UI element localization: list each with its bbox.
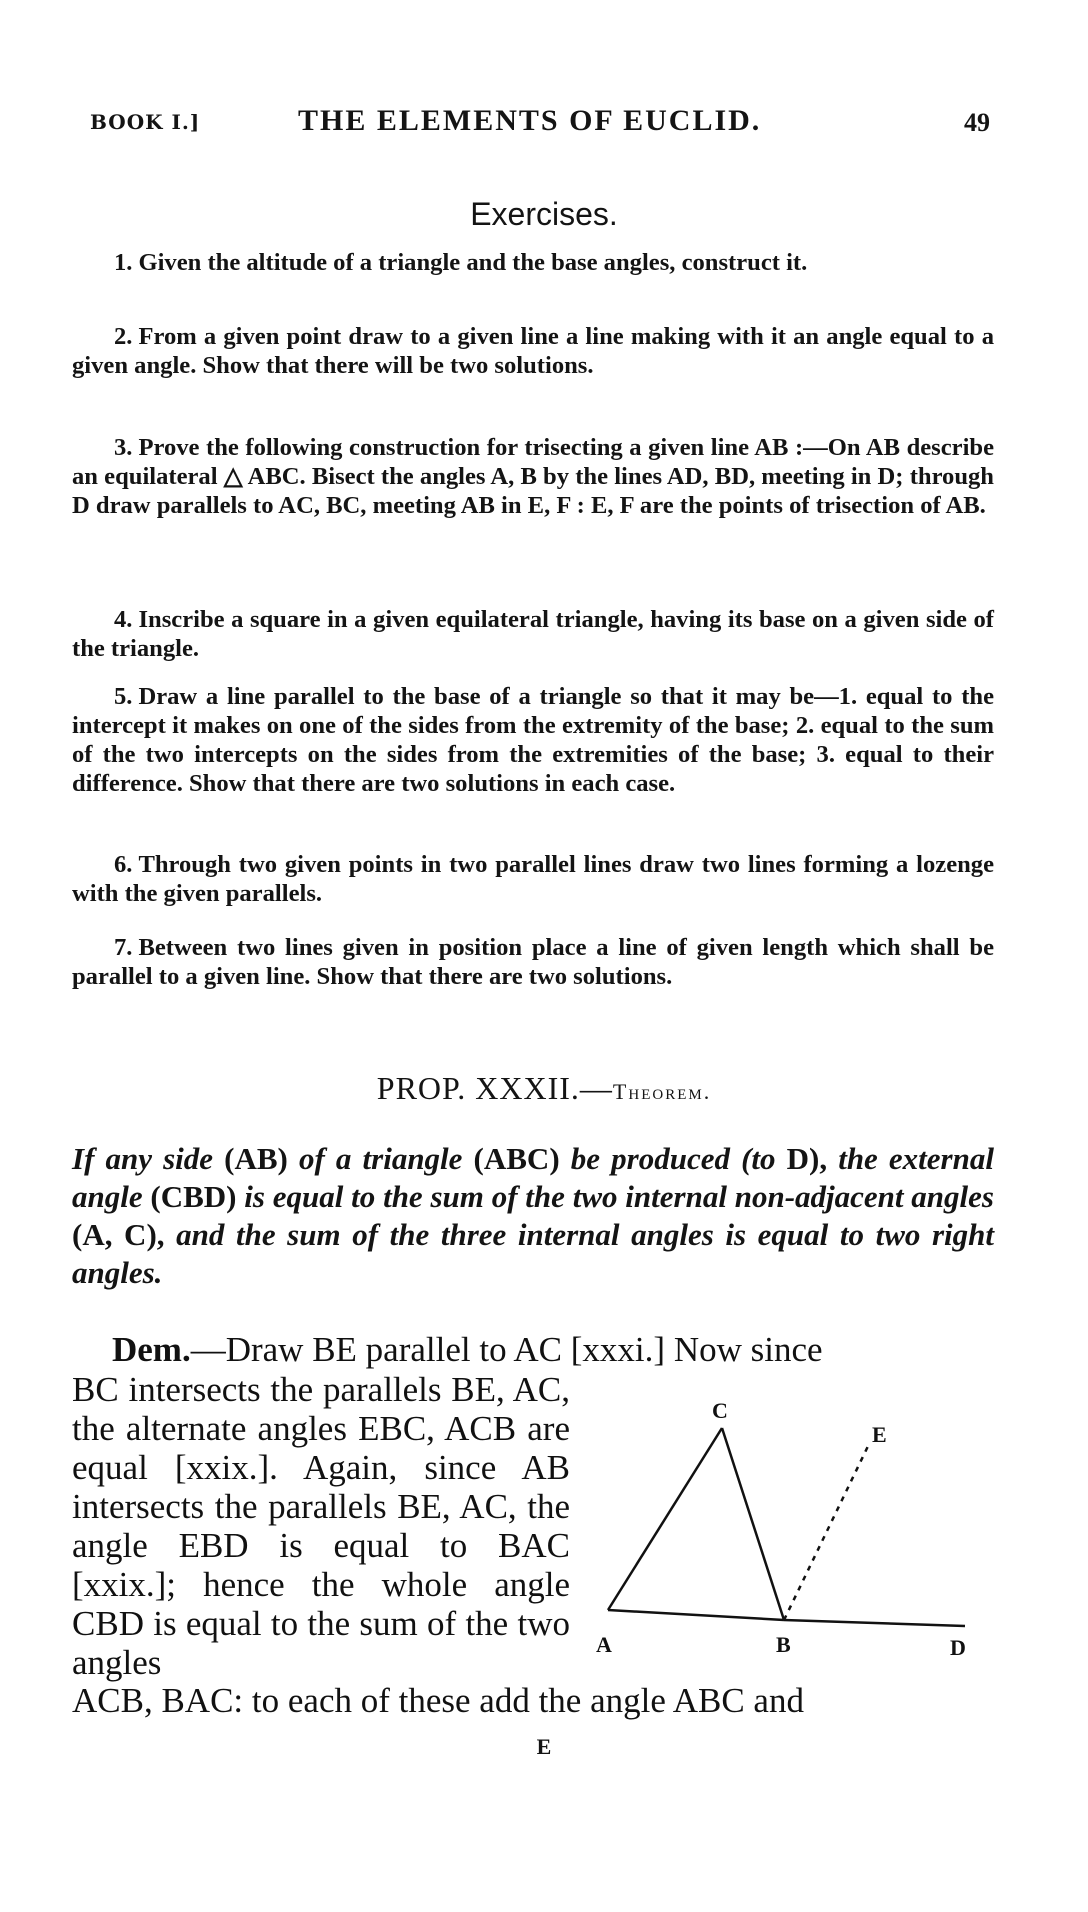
demonstration-column: BC intersects the parallels BE, AC, the alternate angles EBC, ACB are equal [xxix.]. Again, since AB intersects the parallels BE, AC, the angle EBD is equal to BAC [xxix.]; hence the whole angle CBD is equal to the sum of the two angles bbox=[72, 1370, 570, 1682]
demonstration-lead: Dem. bbox=[112, 1330, 191, 1369]
page-number: 49 bbox=[964, 108, 990, 137]
exercise-text: Draw a line parallel to the base of a triangle so that it may be—1. equal to the intercept it makes on one of the sides from the extremity of the base; 2. equal to the sum of the two intercepts on the sides from the extremities of the base; 3. equal to their difference. Show that there are two solutions in each case. bbox=[72, 683, 994, 797]
exercise-number: 1. bbox=[114, 249, 133, 276]
line-BE-dashed bbox=[784, 1442, 870, 1620]
exercise-5 bbox=[72, 682, 994, 798]
signature-mark: E bbox=[536, 1734, 552, 1759]
enunciation-segment: is equal to the sum of the two internal non-adjacent angles bbox=[236, 1179, 994, 1214]
proposition-title bbox=[0, 1070, 1088, 1107]
exercise-6 bbox=[72, 850, 994, 908]
proposition-kind: Theorem. bbox=[612, 1079, 712, 1104]
enunciation-segment: of a triangle bbox=[287, 1141, 474, 1176]
label-A: A bbox=[596, 1632, 612, 1657]
label-E: E bbox=[872, 1422, 887, 1447]
demonstration-last-line: ACB, BAC: to each of these add the angle ABC and bbox=[72, 1681, 804, 1720]
demonstration-first-line bbox=[112, 1330, 992, 1369]
label-D: D bbox=[950, 1635, 966, 1660]
exercise-3 bbox=[72, 433, 994, 520]
book-label: BOOK I.] bbox=[90, 110, 201, 134]
exercise-text: Through two given points in two parallel lines draw two lines forming a lozenge with the given parallels. bbox=[72, 851, 994, 907]
line-AC bbox=[608, 1428, 722, 1610]
enunciation-segment: If any side bbox=[72, 1141, 225, 1176]
label-B: B bbox=[776, 1632, 791, 1657]
enunciation-segment: (CBD) bbox=[150, 1179, 237, 1214]
enunciation-segment: (ABC) bbox=[473, 1141, 560, 1176]
exercise-text: Given the altitude of a triangle and the base angles, construct it. bbox=[138, 249, 808, 276]
exercise-1 bbox=[72, 248, 994, 277]
demonstration-first-text: —Draw BE parallel to AC [xxxi.] Now since bbox=[190, 1330, 823, 1369]
enunciation-segment: (A, C), bbox=[72, 1217, 165, 1252]
running-header bbox=[90, 104, 990, 144]
exercise-number: 7. bbox=[114, 934, 133, 961]
exercise-7 bbox=[72, 933, 994, 991]
exercise-number: 5. bbox=[114, 683, 133, 710]
running-title: THE ELEMENTS OF EUCLID. bbox=[298, 104, 762, 137]
exercise-text: Between two lines given in position place a line of given length which shall be parallel to a given line. Show that there are two solutions. bbox=[72, 934, 994, 990]
exercise-number: 3. bbox=[114, 434, 133, 461]
label-C: C bbox=[712, 1398, 728, 1423]
triangle-figure bbox=[580, 1390, 1000, 1680]
exercise-number: 4. bbox=[114, 606, 133, 633]
exercise-number: 2. bbox=[114, 323, 133, 350]
enunciation-segment: D), bbox=[786, 1141, 828, 1176]
exercise-text: Inscribe a square in a given equilateral triangle, having its base on a given side of the triangle. bbox=[72, 606, 994, 662]
enunciation-segment: and the sum of the three internal angles is equal to two right angles. bbox=[72, 1217, 995, 1290]
enunciation-segment: the external angle bbox=[72, 1141, 994, 1214]
exercise-4 bbox=[72, 605, 994, 663]
enunciation-segment: (AB) bbox=[224, 1141, 288, 1176]
proposition-enunciation bbox=[72, 1140, 994, 1292]
exercise-2 bbox=[72, 322, 994, 380]
exercise-text: From a given point draw to a given line a line making with it an angle equal to a given angle. Show that there will be two solutions. bbox=[72, 323, 994, 379]
line-AB bbox=[608, 1610, 784, 1620]
exercise-number: 6. bbox=[114, 851, 133, 878]
exercises-heading: Exercises. bbox=[470, 196, 618, 232]
proposition-number: PROP. XXXII.— bbox=[376, 1070, 613, 1106]
line-BC bbox=[722, 1428, 784, 1620]
exercise-text: Prove the following construction for trisecting a given line AB :—On AB describe an equilateral △ ABC. Bisect the angles A, B by the lines AD, BD, meeting in D; through D draw parallels to AC, BC, meeting AB in E, F : E, F are the points of trisection of AB. bbox=[72, 434, 994, 519]
line-BD bbox=[784, 1620, 965, 1626]
enunciation-segment: be produced (to bbox=[559, 1141, 787, 1176]
